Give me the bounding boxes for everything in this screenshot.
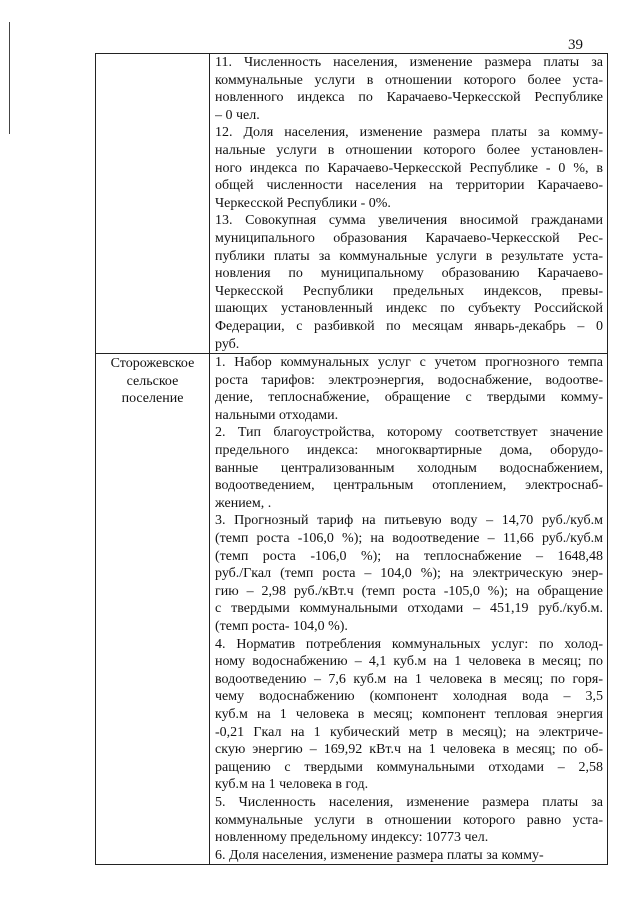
text-line: Черкесской Республики - 0%. — [215, 195, 391, 211]
text-line: ного индекса по Карачаево-Черкесской Республике - 0 %, в — [215, 160, 603, 176]
text-line: предельного индекса: многоквартирные дома, оборудо- — [215, 443, 603, 459]
text-line: ванные централизованным холодным водоснабжением, — [215, 460, 603, 476]
text-line: куб.м на 1 человека в месяц; компонент тепловая энергия — [215, 706, 603, 722]
description-paragraph — [215, 636, 603, 794]
table-body — [96, 54, 608, 865]
text-line: (темп роста -106,0 %); на теплоснабжение – 1648,48 — [215, 548, 603, 564]
text-line: руб. — [215, 336, 240, 352]
text-line: – 0 чел. — [215, 107, 260, 123]
text-line: куб.м на 1 человека в год. — [215, 777, 369, 793]
text-line: 12. Доля населения, изменение размера платы за комму- — [215, 125, 603, 141]
text-line: новленного индекса по Карачаево-Черкесской Республике — [215, 90, 603, 106]
text-line: Федерации, с разбивкой по месяцам январь-декабрь – 0 — [215, 318, 603, 334]
text-line: нальными отходами. — [215, 407, 339, 423]
text-line: шающих установленный индекс по субъекту Российской — [215, 301, 603, 317]
settlement-name-line: поселение — [121, 391, 184, 407]
text-line: водоотведению – 7,6 куб.м на 1 человека в месяц; по горя- — [215, 671, 603, 687]
text-line: 3. Прогнозный тариф на питьевую воду – 14,70 руб./куб.м — [215, 513, 603, 529]
text-line: роста тарифов: электроэнергия, водоснабжение, водоотве- — [215, 372, 603, 388]
text-line: дение, теплоснабжение, обращение с твердыми комму- — [215, 390, 603, 406]
left-margin-line — [9, 22, 10, 134]
text-line: (темп роста -106,0 %); на водоотведение – 11,66 руб./куб.м — [215, 531, 603, 547]
description-paragraph — [215, 512, 603, 635]
description-paragraph — [215, 354, 603, 424]
text-line: 13. Совокупная сумма увеличения вносимой гражданами — [215, 213, 603, 229]
text-line: скую энергию – 169,92 кВт.ч на 1 человека в месяц; по об- — [215, 742, 603, 758]
description-paragraph — [215, 794, 603, 847]
text-line: гию – 2,98 руб./кВт.ч (темп роста -105,0 %); на обращение — [215, 583, 603, 599]
settlement-name-line: Сторожевское — [110, 356, 195, 372]
text-line: новленному предельному индексу: 10773 чел. — [215, 830, 489, 846]
text-line: 1. Набор коммунальных услуг с учетом прогнозного темпа — [215, 355, 603, 371]
text-line: (темп роста- 104,0 %). — [215, 619, 348, 634]
text-line: новления по муниципальному образованию Карачаево- — [215, 266, 603, 282]
description-paragraph — [215, 212, 603, 353]
text-line: общей численности населения на территории Карачаево- — [215, 178, 603, 194]
text-line: Черкесской Республики предельных индексов, превы- — [215, 283, 603, 299]
text-line: 5. Численность населения, изменение размера платы за — [215, 794, 603, 810]
description-paragraph — [215, 54, 603, 124]
text-line: муниципального образования Карачаево-Черкесской Рес- — [215, 230, 603, 246]
text-line: 11. Численность населения, изменение размера платы за — [215, 55, 603, 70]
table-row — [96, 354, 608, 865]
description-paragraph — [215, 124, 603, 212]
text-line: чему водоснабжению (компонент холодная вода – 3,5 — [215, 689, 603, 705]
description-cell — [210, 354, 608, 865]
text-line: нальные услуги в отношении которого более установлен- — [215, 142, 603, 158]
document-table — [95, 53, 608, 865]
text-line: 6. Доля населения, изменение размера платы за комму- — [215, 847, 544, 863]
page-number: 39 — [568, 37, 583, 53]
text-line: ращению с твердыми коммунальными отходами – 2,58 — [215, 759, 603, 775]
table-row — [96, 54, 608, 354]
settlement-name-line: сельское — [126, 373, 179, 389]
description-paragraph — [215, 847, 603, 865]
text-line: коммунальные услуги в отношении которого равно уста- — [215, 812, 603, 828]
text-line: водоотведением, центральным отоплением, электроснаб- — [215, 478, 603, 494]
settlement-name-cell — [96, 54, 210, 354]
text-line: ному водоснабжению – 4,1 куб.м на 1 человека в месяц; по — [215, 654, 603, 670]
text-line: жением, . — [215, 495, 272, 511]
text-line: с твердыми коммунальными отходами – 451,19 руб./куб.м. — [215, 601, 603, 617]
text-line: 2. Тип благоустройства, которому соответствует значение — [215, 425, 603, 441]
text-line: коммунальные услуги в отношении которого более уста- — [215, 72, 603, 88]
description-cell — [210, 54, 608, 354]
text-line: -0,21 Гкал на 1 кубический метр в месяц); на электриче- — [215, 724, 603, 740]
settlement-name-cell — [96, 354, 210, 865]
text-line: руб./Гкал (темп роста – 104,0 %); на электрическую энер- — [215, 566, 603, 582]
text-line: публики платы за коммунальные услуги в результате уста- — [215, 248, 603, 264]
description-paragraph — [215, 424, 603, 512]
text-line: 4. Норматив потребления коммунальных услуг: по холод- — [215, 636, 603, 652]
